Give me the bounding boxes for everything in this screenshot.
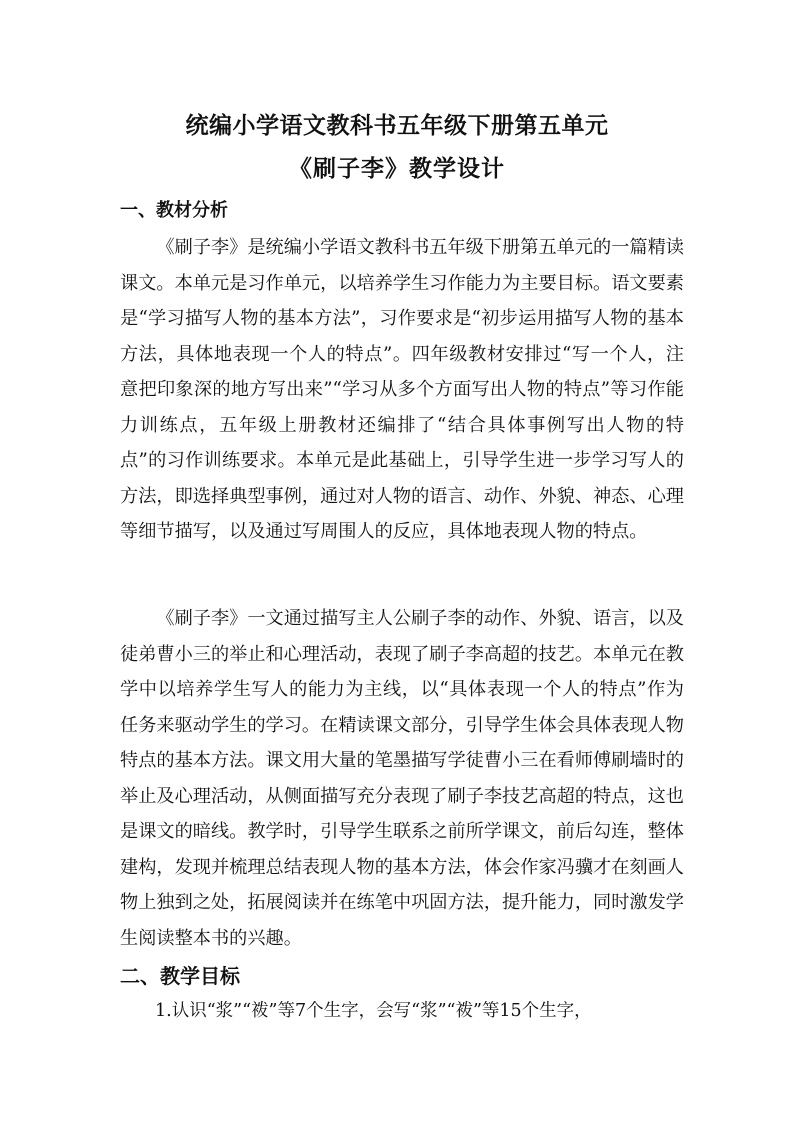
analysis-paragraph-1: 《刷子李》是统编小学语文教科书五年级下册第五单元的一篇精读课文。本单元是习作单元，以培养学生习作能力为主要目标。语文要素是“学习描写人物的基本方法”，习作要求是“初步运用描写人物的基本方法，具体地表现一个人的特点”。四年级教材安排过“写一个人，注意把印象深的地方写出来”“学习从多个方面写出人物的特点”等习作能力训练点，五年级上册教材还编排了“结合具体事例写出人物的特点”的习作训练要求。本单元是此基础上，引导学生进一步学习写人的方法，即选择典型事例，通过对人物的语言、动作、外貌、神态、心理等细节描写，以及通过写周围人的反应，具体地表现人物的特点。	[120, 237, 684, 542]
section-heading-analysis: 一、教材分析	[120, 200, 228, 221]
objective-item-1: 1.认识“浆”“袯”等7个生字，会写“浆”“袯”等15个生字，	[155, 1001, 592, 1021]
document-title-line-1: 统编小学语文教科书五年级下册第五单元	[185, 112, 609, 139]
analysis-paragraph-2: 《刷子李》一文通过描写主人公刷子李的动作、外貌、语言，以及徒弟曹小三的举止和心理活动，表现了刷子李高超的技艺。本单元在教学中以培养学生写人的能力为主线，以“具体表现一个人的特点”作为任务来驱动学生的学习。在精读课文部分，引导学生体会具体表现人物特点的基本方法。课文用大量的笔墨描写学徒曹小三在看师傅刷墙时的举止及心理活动，从侧面描写充分表现了刷子李技艺高超的特点，这也是课文的暗线。教学时，引导学生联系之前所学课文，前后勾连，整体建构，发现并梳理总结表现人物的基本方法，体会作家冯骥才在刻画人物上独到之处，拓展阅读并在练笔中巩固方法，提升能力，同时激发学生阅读整本书的兴趣。	[120, 608, 684, 949]
section-heading-objectives: 二、教学目标	[120, 964, 240, 988]
document-title-line-2: 《刷子李》教学设计	[289, 155, 505, 182]
